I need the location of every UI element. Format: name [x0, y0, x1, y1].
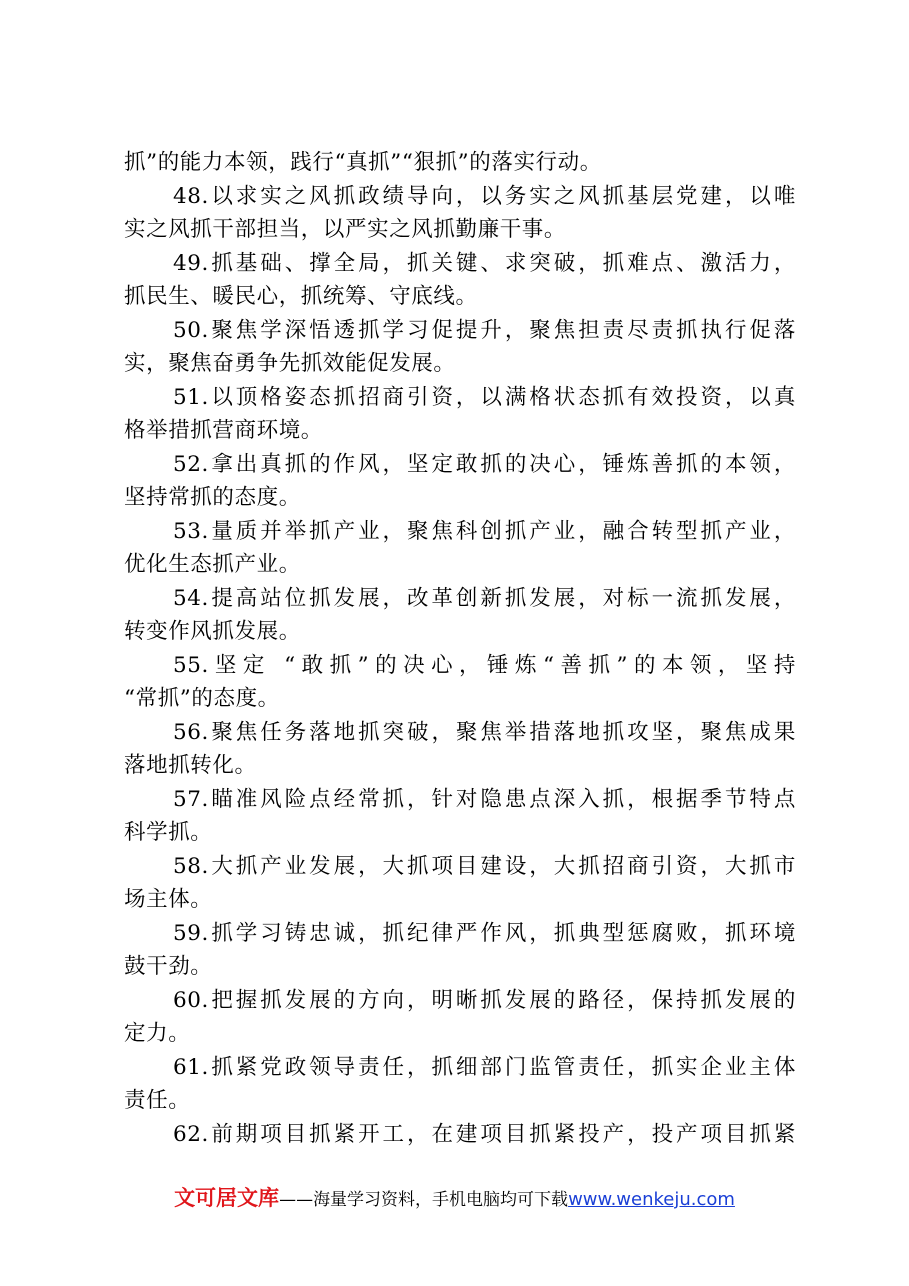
- paragraph-line: 格举措抓营商环境。: [124, 418, 323, 443]
- paragraph-line-first: 60.把握抓发展的方向，明晰抓发展的路径，保持抓发展的: [173, 987, 796, 1013]
- paragraph-line-first: 48.以求实之风抓政绩导向，以务实之风抓基层党建，以唯: [173, 183, 796, 209]
- paragraph-line-first: 49.抓基础、撑全局，抓关键、求突破，抓难点、激活力，: [173, 250, 796, 276]
- paragraph-line: 实，聚焦奋勇争先抓效能促发展。: [124, 351, 456, 376]
- paragraph-line-first: 52.拿出真抓的作风，坚定敢抓的决心，锤炼善抓的本领，: [173, 451, 796, 477]
- paragraph-line: 抓民生、暖民心，抓统筹、守底线。: [124, 284, 478, 309]
- paragraph-line: 优化生态抓产业。: [124, 552, 301, 577]
- paragraph-line-first: 51.以顶格姿态抓招商引资，以满格状态抓有效投资，以真: [173, 384, 796, 410]
- document-body: [124, 146, 796, 1151]
- paragraph-line: 责任。: [124, 1088, 191, 1113]
- paragraph-line-first: 55.坚定 “敢抓”的决心，锤炼“善抓”的本领，坚持: [173, 652, 796, 678]
- footer-slogan: ——海量学习资料，手机电脑均可下载: [279, 1190, 569, 1210]
- paragraph-line-first: 54.提高站位抓发展，改革创新抓发展，对标一流抓发展，: [173, 585, 796, 611]
- footer-brand: 文可居文库: [174, 1186, 280, 1210]
- paragraph-line-first: 61.抓紧党政领导责任，抓细部门监管责任，抓实企业主体: [173, 1054, 796, 1080]
- paragraph-line-first: 50.聚焦学深悟透抓学习促提升，聚焦担责尽责抓执行促落: [173, 317, 796, 343]
- paragraph-line-first: 59.抓学习铸忠诚，抓纪律严作风，抓典型惩腐败，抓环境: [173, 920, 796, 946]
- paragraph-line-first: 57.瞄准风险点经常抓，针对隐患点深入抓，根据季节特点: [173, 786, 796, 812]
- paragraph-line: 转变作风抓发展。: [124, 619, 301, 644]
- paragraph-line: 鼓干劲。: [124, 954, 213, 979]
- paragraph-line: 定力。: [124, 1021, 191, 1046]
- paragraph-line: 落地抓转化。: [124, 753, 257, 778]
- paragraph-line: “常抓”的态度。: [124, 686, 280, 711]
- paragraph-line-first: 56.聚焦任务落地抓突破，聚焦举措落地抓攻坚，聚焦成果: [173, 719, 796, 745]
- paragraph-line: 实之风抓干部担当，以严实之风抓勤廉干事。: [124, 217, 567, 242]
- paragraph-line: 科学抓。: [124, 820, 213, 845]
- paragraph-line-first: 62.前期项目抓紧开工，在建项目抓紧投产，投产项目抓紧: [173, 1121, 796, 1147]
- paragraph-line: 坚持常抓的态度。: [124, 485, 301, 510]
- footer-link[interactable]: www.wenkeju.com: [568, 1189, 735, 1210]
- footer-watermark: [0, 1182, 909, 1212]
- paragraph-line: 抓”的能力本领，践行“真抓”“狠抓”的落实行动。: [124, 150, 602, 175]
- paragraph-line-first: 58.大抓产业发展，大抓项目建设，大抓招商引资，大抓市: [173, 853, 796, 879]
- paragraph-line-first: 53.量质并举抓产业，聚焦科创抓产业，融合转型抓产业，: [173, 518, 796, 544]
- paragraph-line: 场主体。: [124, 887, 213, 912]
